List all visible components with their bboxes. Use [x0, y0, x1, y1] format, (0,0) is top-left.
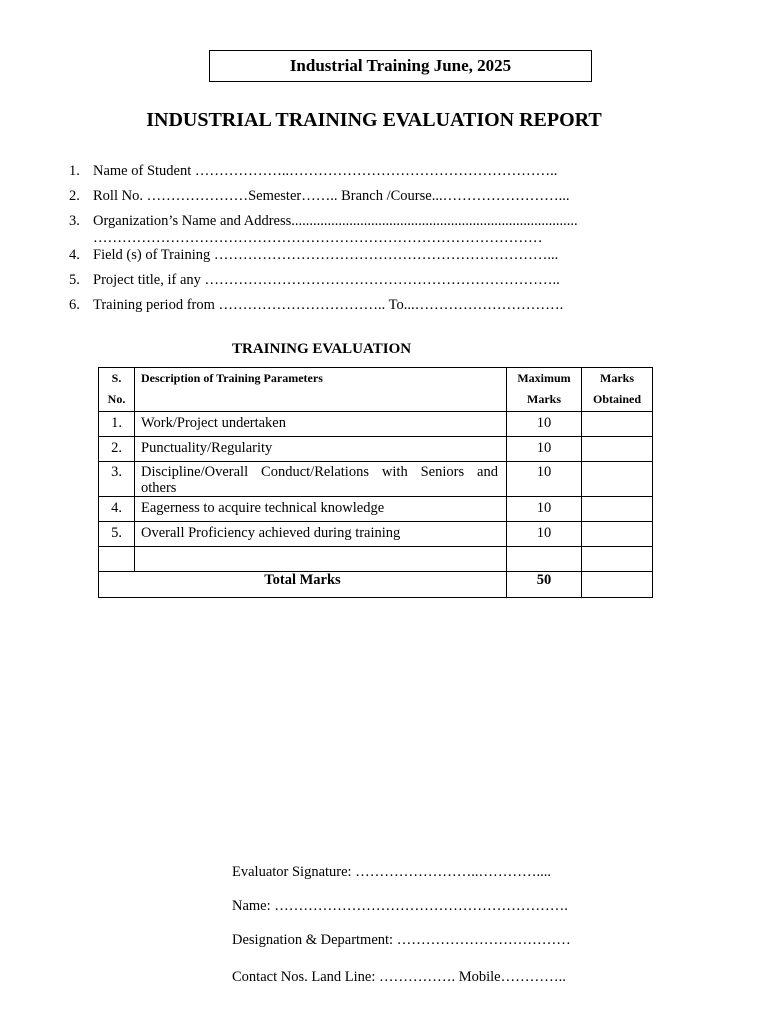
table-header-row	[99, 368, 653, 412]
field-training-period	[69, 296, 563, 314]
total-row	[99, 572, 653, 598]
field-number: 3.	[69, 213, 80, 229]
training-session-label: Industrial Training June, 2025	[289, 56, 512, 75]
header-sno: S. No.	[99, 368, 135, 412]
row-max-marks: 10	[507, 437, 582, 462]
contact-numbers-line: Contact Nos. Land Line: ……………. Mobile…………..	[232, 969, 566, 985]
evaluator-signature-line: Evaluator Signature: ……………………..…………....	[232, 864, 551, 880]
field-text: Training period from …………………………….. To...………………………….	[93, 297, 564, 313]
designation-department-line: Designation & Department: ………………………………	[232, 932, 571, 948]
total-max-marks: 50	[507, 572, 582, 598]
row-description: Eagerness to acquire technical knowledge	[135, 497, 507, 522]
empty-cell	[99, 547, 135, 572]
empty-cell[interactable]	[582, 547, 653, 572]
row-description: Punctuality/Regularity	[135, 437, 507, 462]
evaluation-table	[98, 367, 653, 598]
table-row	[99, 497, 653, 522]
row-description: Discipline/Overall Conduct/Relations with Seniors and others	[135, 462, 507, 497]
field-continuation: …………………………………………………………………………………	[93, 230, 543, 246]
field-project-title	[69, 271, 560, 289]
total-marks-obtained[interactable]	[582, 572, 653, 598]
row-marks-obtained[interactable]	[582, 462, 653, 497]
empty-cell	[507, 547, 582, 572]
row-sno: 1.	[99, 412, 135, 437]
training-session-box	[209, 50, 592, 82]
table-row	[99, 462, 653, 497]
table-row	[99, 437, 653, 462]
field-number: 6.	[69, 297, 80, 313]
row-sno: 5.	[99, 522, 135, 547]
row-marks-obtained[interactable]	[582, 497, 653, 522]
field-number: 1.	[69, 163, 80, 179]
table-row-empty	[99, 547, 653, 572]
row-sno: 4.	[99, 497, 135, 522]
row-max-marks: 10	[507, 497, 582, 522]
row-max-marks: 10	[507, 462, 582, 497]
field-text: Project title, if any ………………………………………………………………..	[93, 272, 560, 288]
field-student-name	[69, 162, 557, 180]
field-text: Name of Student ………………..………………………………………………..	[93, 163, 558, 179]
row-description: Overall Proficiency achieved during training	[135, 522, 507, 547]
field-text: Organization’s Name and Address...............................................................................	[93, 213, 578, 229]
field-training-field	[69, 246, 558, 264]
row-sno: 3.	[99, 462, 135, 497]
header-description: Description of Training Parameters	[135, 368, 507, 412]
header-marks-obtained: Marks Obtained	[582, 368, 653, 412]
field-roll-no	[69, 187, 569, 205]
field-text: Roll No. …………………Semester…….. Branch /Course...……………………...	[93, 188, 570, 204]
table-row	[99, 412, 653, 437]
row-sno: 2.	[99, 437, 135, 462]
field-text: Field (s) of Training ……………………………………………………………...	[93, 247, 559, 263]
evaluator-name-line: Name: …………………………………………………….	[232, 898, 568, 914]
training-evaluation-heading: TRAINING EVALUATION	[232, 341, 412, 357]
empty-cell	[135, 547, 507, 572]
row-max-marks: 10	[507, 412, 582, 437]
row-description: Work/Project undertaken	[135, 412, 507, 437]
report-title: INDUSTRIAL TRAINING EVALUATION REPORT	[146, 109, 602, 131]
row-marks-obtained[interactable]	[582, 412, 653, 437]
field-number: 4.	[69, 247, 80, 263]
row-marks-obtained[interactable]	[582, 437, 653, 462]
field-number: 5.	[69, 272, 80, 288]
header-maximum-marks: Maximum Marks	[507, 368, 582, 412]
field-organization	[69, 212, 578, 246]
row-max-marks: 10	[507, 522, 582, 547]
total-marks-label: Total Marks	[99, 572, 507, 598]
row-marks-obtained[interactable]	[582, 522, 653, 547]
field-number: 2.	[69, 188, 80, 204]
table-row	[99, 522, 653, 547]
